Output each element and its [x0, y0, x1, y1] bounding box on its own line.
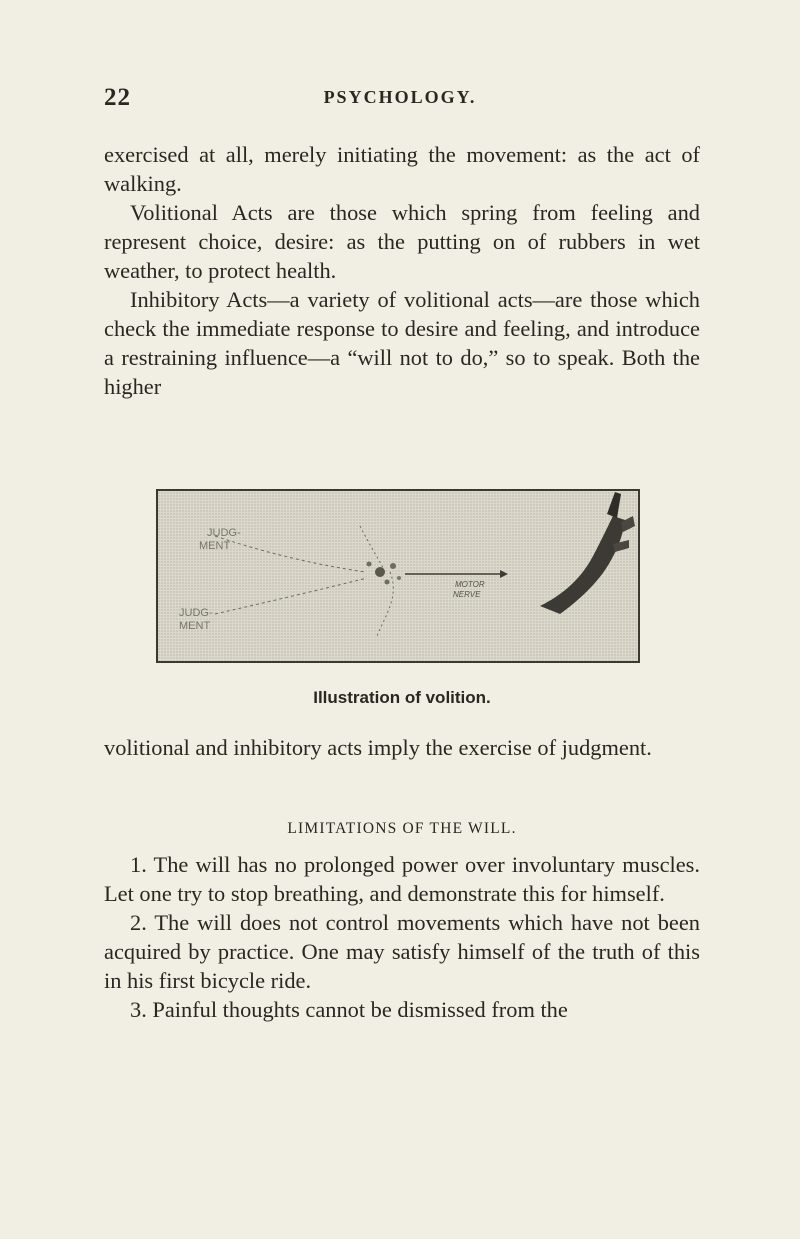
- figure-label: JUDG-: [179, 607, 213, 619]
- figure-frame: [157, 490, 639, 662]
- body-text-middle: [104, 733, 700, 762]
- paragraph: 1. The will has no prolonged power over involuntary muscles. Let one try to stop breathing, and demonstrate this for himself.: [104, 852, 700, 906]
- figure-caption: Illustration of volition.: [313, 688, 491, 707]
- paragraph: Inhibitory Acts—a variety of volitional acts—are those which check the immediate response to desire and feeling, and introduce a restraining influence—a “will not to do,” so to speak. Both the higher: [104, 287, 700, 399]
- body-text-bottom: [104, 850, 700, 1024]
- volition-illustration: [155, 486, 641, 664]
- page-number: 22: [104, 84, 131, 111]
- paragraph: Volitional Acts are those which spring from feeling and represent choice, desire: as the putting on of rubbers in wet weather, to protect health.: [104, 200, 700, 283]
- figure-label: MENT: [199, 540, 231, 552]
- section-heading: LIMITATIONS OF THE WILL.: [287, 820, 517, 837]
- paragraph: 2. The will does not control movements which have not been acquired by practice. One may satisfy himself of the truth of this in his first bicycle ride.: [104, 910, 700, 993]
- paragraph: 3. Painful thoughts cannot be dismissed from the: [130, 997, 568, 1022]
- illustration-drawing: [155, 486, 641, 664]
- figure-label: JUDG-: [207, 527, 241, 539]
- running-head: PSYCHOLOGY.: [323, 87, 477, 107]
- paragraph: exercised at all, merely initiating the movement: as the act of walking.: [104, 142, 700, 196]
- figure-label: MOTOR: [455, 580, 485, 589]
- paragraph: volitional and inhibitory acts imply the exercise of judgment.: [104, 735, 652, 760]
- figure-label: MENT: [179, 620, 211, 632]
- page-header: [104, 84, 696, 114]
- figure-label: NERVE: [453, 590, 481, 599]
- body-text-top: [104, 140, 700, 401]
